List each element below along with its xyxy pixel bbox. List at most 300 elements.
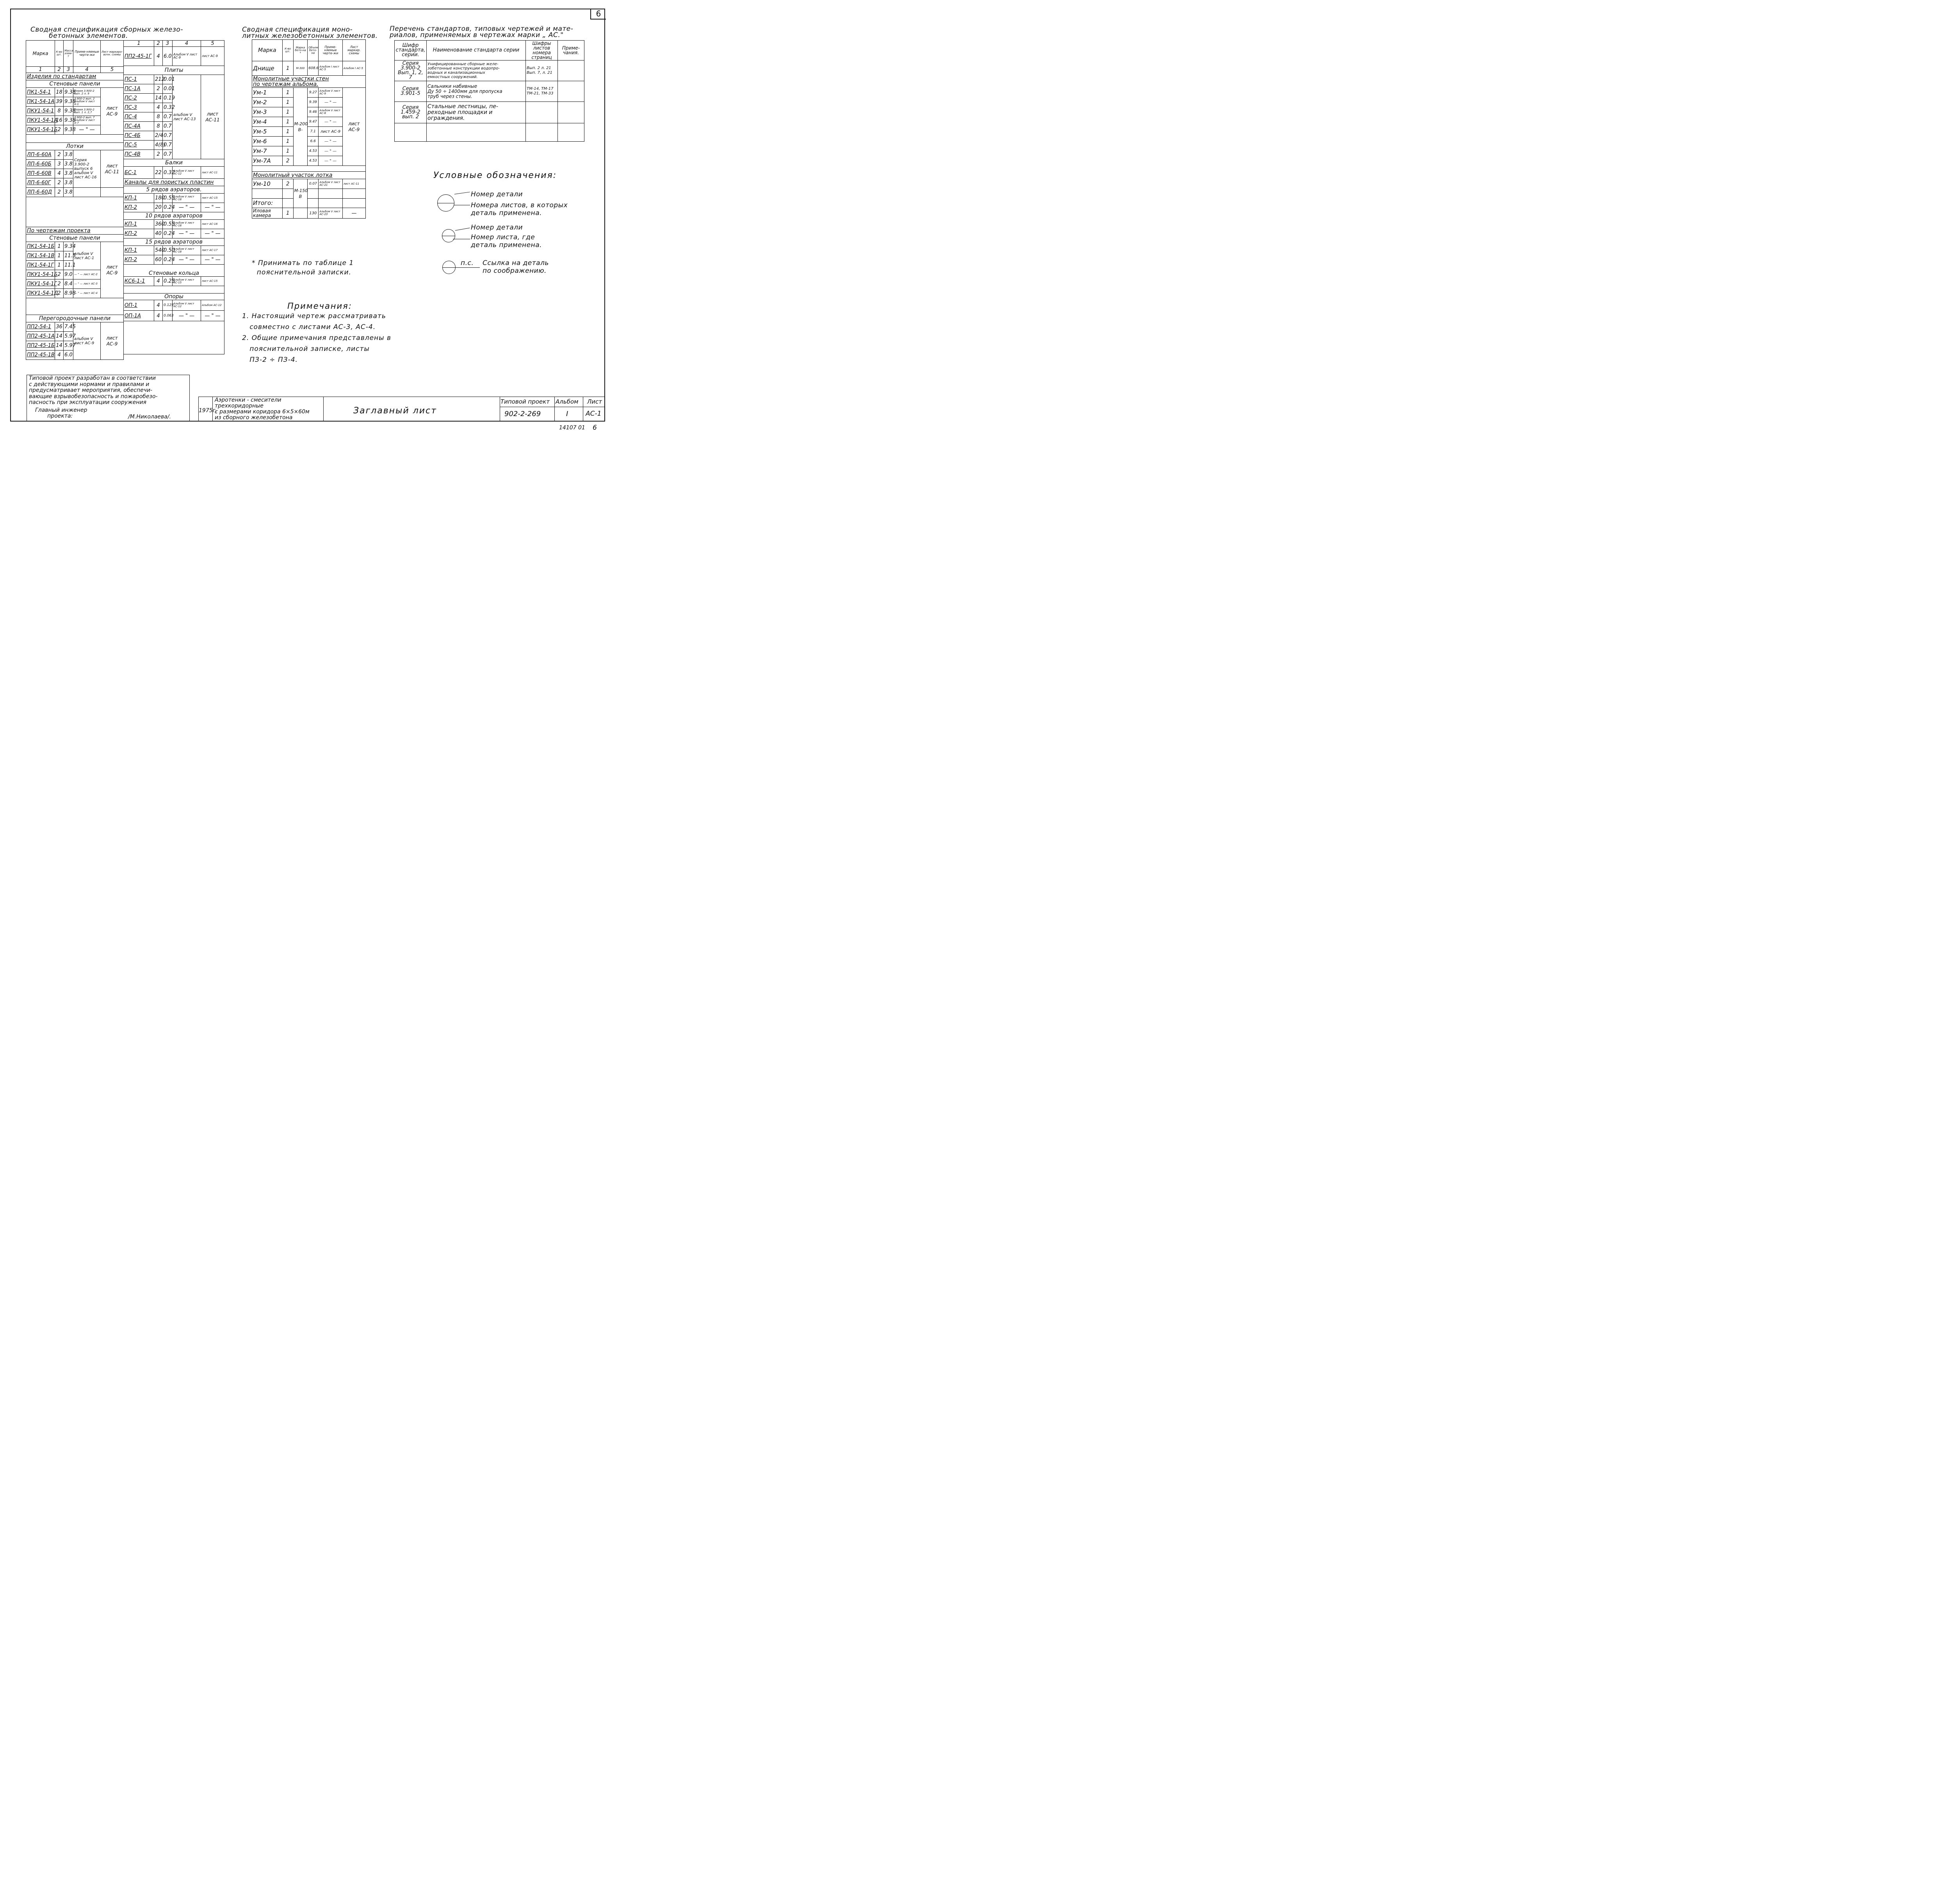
mass-cell: 0.063 bbox=[163, 311, 173, 321]
drawing-cell: Альбом V лист АС-18 bbox=[173, 220, 201, 229]
notes-text: 1. Настоящий чертеж рассматривать совместно с листами АС-3, АС-4. 2. Общие примечания представлены в пояснительной записке, листы ПЗ-2 ÷ ПЗ-4. bbox=[242, 312, 391, 364]
mass-cell: 0.19 bbox=[163, 94, 173, 103]
mark-cell: Ум-5 bbox=[252, 127, 283, 137]
album-label: Альбом bbox=[556, 398, 579, 405]
mass-cell: 0.25 bbox=[163, 277, 173, 286]
blank-row bbox=[26, 135, 124, 143]
table-row bbox=[124, 47, 224, 66]
section-heading: 5 рядов аэраторов. bbox=[124, 186, 224, 194]
qty-cell: 4 bbox=[154, 103, 163, 112]
drawing-cell: — " — bbox=[173, 203, 201, 212]
drawing-cell: — " — bbox=[319, 156, 342, 166]
col-number: 4 bbox=[173, 41, 201, 47]
qty-cell: 1 bbox=[282, 88, 293, 98]
sheet-cell: лист АС-9 bbox=[342, 88, 365, 166]
mark-cell: ПС-5 bbox=[124, 141, 154, 150]
monolith-spec-table bbox=[252, 39, 366, 219]
table-row bbox=[395, 81, 584, 102]
mass-cell: 9.38 bbox=[64, 88, 73, 97]
qty-cell: 2 bbox=[55, 150, 64, 160]
col-number: 1 bbox=[26, 67, 55, 73]
col-number: 4 bbox=[73, 67, 101, 73]
qty-cell: 8 bbox=[55, 107, 64, 116]
drawing-cell: — " — bbox=[319, 137, 342, 146]
mark-cell: ЛП-6-60Г bbox=[26, 178, 55, 188]
col-header: Приме-няемые черте-жи bbox=[73, 41, 101, 67]
table-row bbox=[395, 61, 584, 81]
sheet-cell: — bbox=[342, 208, 365, 219]
sheet-cell: — " — bbox=[201, 203, 224, 212]
section-heading: Стеновые панели bbox=[26, 235, 124, 242]
drawing-cell: — " — bbox=[73, 125, 101, 135]
sheet-cell: лист АС-9 bbox=[101, 242, 124, 298]
mass-cell: 9.38 bbox=[64, 125, 73, 135]
mass-cell: 6.0 bbox=[64, 351, 73, 360]
sheet-cell: лист АС-9 bbox=[201, 47, 224, 66]
qty-cell: 39 bbox=[55, 97, 64, 107]
mark-cell: ПС-4 bbox=[124, 112, 154, 122]
mark-cell: Иловая камера bbox=[252, 208, 283, 219]
drawing-cell: альбом V лист АС-1 bbox=[73, 242, 101, 270]
mark-cell: ПС-4В bbox=[124, 150, 154, 159]
drawing-cell: Серия 3.900-2 вып. 2 л. 9 bbox=[73, 88, 101, 97]
mark-cell: Днище bbox=[252, 61, 283, 76]
monolith-footnote: * Принимать по таблице 1 пояснительной записки. bbox=[252, 259, 354, 276]
table-row bbox=[124, 300, 224, 311]
drawing-cell: Альбом V лист АС-18 bbox=[173, 194, 201, 203]
table-row bbox=[395, 102, 584, 123]
mass-cell: 9.38 bbox=[64, 116, 73, 125]
table-row bbox=[124, 167, 224, 179]
qty-cell: 1 bbox=[55, 261, 64, 270]
mark-cell: КП-1 bbox=[124, 220, 154, 229]
sheet-cell: лист АС-15 bbox=[201, 194, 224, 203]
section-heading: 10 рядов аэраторов bbox=[124, 212, 224, 220]
monolith-spec-title: Сводная спецификация моно- литных железобетонных элементов. bbox=[242, 26, 378, 40]
section-heading: Лотки bbox=[26, 143, 124, 150]
qty-cell: 1 bbox=[282, 98, 293, 107]
mark-cell: ПКУ1-54-1Б bbox=[26, 270, 55, 279]
mark-cell: ОП-1 bbox=[124, 300, 154, 311]
volume-cell: 9.47 bbox=[308, 117, 319, 127]
concrete-cell: М-150 В bbox=[293, 179, 308, 208]
col-number: 5 bbox=[201, 41, 224, 47]
mass-cell: 0.125 bbox=[163, 300, 173, 311]
volume-cell: 7.1 bbox=[308, 127, 319, 137]
engineer-name: /М.Николаева/. bbox=[128, 414, 171, 420]
album-number: I bbox=[566, 410, 568, 418]
mass-cell: 11.1 bbox=[64, 261, 73, 270]
drawing-cell: 3.900-2 вып. 7 альбом V лист А-7 bbox=[73, 116, 101, 125]
mark-cell: ОП-1А bbox=[124, 311, 154, 321]
qty-cell: 2/4 bbox=[154, 131, 163, 141]
mass-cell: 9.34 bbox=[64, 242, 73, 251]
mark-cell: Ум-3 bbox=[252, 107, 283, 117]
drawing-cell: лист АС-9 bbox=[319, 127, 342, 137]
mark-cell: Ум-4 bbox=[252, 117, 283, 127]
mass-cell: 0.01 bbox=[163, 84, 173, 94]
project-number: 902-2-269 bbox=[504, 410, 541, 418]
standards-table bbox=[394, 40, 584, 142]
sheet-title: Заглавный лист bbox=[353, 406, 437, 416]
qty-cell: 2 bbox=[154, 84, 163, 94]
sheet-cell: лист АС-11 bbox=[201, 167, 224, 179]
qty-cell: 2 bbox=[55, 188, 64, 197]
col-header: Приме-чания. bbox=[558, 41, 584, 61]
drawing-cell: Альбом V лист АС-12 bbox=[173, 167, 201, 179]
mark-cell: ЛП-6-60А bbox=[26, 150, 55, 160]
mass-cell: 0.7 bbox=[163, 150, 173, 159]
mark-cell: Ум-7 bbox=[252, 146, 283, 156]
drawing-cell: — " — bbox=[319, 117, 342, 127]
table-row bbox=[124, 246, 224, 255]
mass-cell: 8.98 bbox=[64, 289, 73, 298]
sheet-cell: лист АС-15 bbox=[201, 277, 224, 286]
col-number: 2 bbox=[55, 67, 64, 73]
qty-cell: 8 bbox=[154, 112, 163, 122]
sheet-cell: лист АС-11 bbox=[201, 75, 224, 159]
concrete-cell: М-300 bbox=[293, 61, 308, 76]
sheet-label: Лист bbox=[587, 398, 602, 405]
compliance-text: Типовой проект разработан в соответствии с действующими нормами и правилами и предусматривает мероприятия, обеспечи- вающие взрывобезопасность и пожаробезо- пасность при эксплуатации сооружения bbox=[29, 375, 158, 406]
table-row bbox=[26, 88, 124, 97]
mark-cell: Ум-1 bbox=[252, 88, 283, 98]
footer-code: 14107 01 bbox=[559, 425, 585, 431]
mark-cell: ПП2-45-1А bbox=[26, 332, 55, 341]
mass-cell: 9.0 bbox=[64, 270, 73, 279]
mark-cell: ПС-2 bbox=[124, 94, 154, 103]
section-heading: Балки bbox=[124, 159, 224, 167]
qty-cell: 4 bbox=[154, 277, 163, 286]
mark-cell: ПП2-45-1Г bbox=[124, 47, 154, 66]
qty-cell: 14 bbox=[154, 94, 163, 103]
standard-sheets: Вып. 2 л. 21 Вып. 7, л. 21 bbox=[526, 61, 558, 81]
mass-cell: 3.8 bbox=[64, 178, 73, 188]
legend-sheet-number: Номер листа, где деталь применена. bbox=[471, 233, 542, 249]
mark-cell: Ум-7А bbox=[252, 156, 283, 166]
section-heading: 15 рядов аэраторов bbox=[124, 238, 224, 246]
drawing-cell: Серия 3.900-2 вып. 1 л. 2,7 bbox=[73, 107, 101, 116]
sheet-cell: лист АС-17 bbox=[201, 246, 224, 255]
volume-cell: 608.6 bbox=[308, 61, 319, 76]
mark-cell: КП-1 bbox=[124, 246, 154, 255]
drawing-cell: Альбом V лист АС-12 bbox=[173, 300, 201, 311]
qty-cell: 2 bbox=[154, 150, 163, 159]
standard-code: Серия 3.900-2 Вып. 1, 2, 7 bbox=[395, 61, 427, 81]
mark-cell: БС-1 bbox=[124, 167, 154, 179]
mark-cell: ПК1-54-1В bbox=[26, 251, 55, 261]
qty-cell: 1 bbox=[55, 242, 64, 251]
volume-cell: 130 bbox=[308, 208, 319, 219]
precast-spec-table-left bbox=[26, 40, 124, 360]
mark-cell: ПКУ1-54-1Б bbox=[26, 125, 55, 135]
mark-cell: Ум-6 bbox=[252, 137, 283, 146]
table-row bbox=[252, 199, 366, 208]
col-header: К-во шт. bbox=[55, 41, 64, 67]
mass-cell: 9.38 bbox=[64, 97, 73, 107]
section-heading: Стеновые панели bbox=[26, 80, 124, 88]
col-header: Наименование стандарта серии bbox=[427, 41, 526, 61]
col-header: Шифр стандарта, серии. bbox=[395, 41, 427, 61]
standard-notes bbox=[558, 102, 584, 123]
volume-cell: 4.53 bbox=[308, 156, 319, 166]
drawing-cell: — " — bbox=[319, 98, 342, 107]
table-row bbox=[124, 311, 224, 321]
table-row bbox=[26, 322, 124, 332]
drawing-cell: Альбом V лист АС-15 bbox=[173, 277, 201, 286]
qty-cell: 2 bbox=[55, 178, 64, 188]
sheet-cell: лист АС-11 bbox=[342, 179, 365, 189]
table-row bbox=[124, 277, 224, 286]
mark-cell: ПС-3 bbox=[124, 103, 154, 112]
drawing-cell: Альбом V лист АС-9 bbox=[319, 88, 342, 98]
section-heading: Изделия по стандартам bbox=[26, 73, 124, 80]
col-header: Масса элем-т bbox=[64, 41, 73, 67]
mark-cell: ПС-1 bbox=[124, 75, 154, 84]
blank-row bbox=[252, 166, 366, 172]
mark-cell: ПК1-54-1А bbox=[26, 97, 55, 107]
table-row bbox=[26, 188, 124, 197]
col-header: Марка bbox=[252, 40, 283, 61]
section-heading: Монолитные участки стен по чертежам альбома. bbox=[252, 76, 366, 88]
table-row bbox=[124, 203, 224, 212]
qty-cell: 4 bbox=[154, 300, 163, 311]
mass-cell: 0.01 bbox=[163, 75, 173, 84]
table-row bbox=[26, 242, 124, 251]
qty-cell: 20 bbox=[154, 203, 163, 212]
legend-sheet-numbers: Номера листов, в которых деталь применена. bbox=[471, 201, 568, 217]
col-number: 3 bbox=[64, 67, 73, 73]
drawing-cell: — " — bbox=[319, 146, 342, 156]
mark-cell: ПКУ1-54-1А bbox=[26, 116, 55, 125]
mass-cell: 7.45 bbox=[64, 322, 73, 332]
section-heading: Опоры bbox=[124, 294, 224, 300]
volume-cell: 4.53 bbox=[308, 146, 319, 156]
qty-cell: 40 bbox=[154, 229, 163, 238]
mass-cell: 0.32 bbox=[163, 167, 173, 179]
qty-cell: 22 bbox=[154, 167, 163, 179]
reference-code: п.с. bbox=[461, 259, 474, 267]
mark-cell: ПКУ1-54-1 bbox=[26, 107, 55, 116]
mark-cell: Ум-2 bbox=[252, 98, 283, 107]
drawing-cell: — " — лист АС-2 bbox=[73, 270, 101, 279]
qty-cell: 2 bbox=[55, 279, 64, 289]
precast-spec-title: Сводная спецификация сборных железо- бетонных элементов. bbox=[30, 26, 183, 40]
qty-cell: 4 bbox=[154, 311, 163, 321]
volume-cell: 9.27 bbox=[308, 88, 319, 98]
table-row bbox=[124, 194, 224, 203]
mark-cell: КП-1 bbox=[124, 194, 154, 203]
section-heading: Монолитный участок лотка bbox=[252, 172, 366, 179]
mass-cell: 6.0 bbox=[163, 47, 173, 66]
standard-sheets: ТМ-14, ТМ-17 ТМ-21, ТМ-33 bbox=[526, 81, 558, 102]
qty-cell: 3 bbox=[55, 160, 64, 169]
mass-cell: 0.7 bbox=[163, 131, 173, 141]
qty-cell: 4 bbox=[55, 351, 64, 360]
sheet-cell: — " — bbox=[201, 311, 224, 321]
col-number: 5 bbox=[101, 67, 124, 73]
mass-cell: 0.55 bbox=[163, 220, 173, 229]
sheet-cell: лист АС-9 bbox=[101, 322, 124, 360]
qty-cell: 2 bbox=[55, 125, 64, 135]
mark-cell: ПП2-54-1 bbox=[26, 322, 55, 332]
sheet-cell: лист АС-9 bbox=[101, 88, 124, 135]
mark-cell: ПК1-54-1Г bbox=[26, 261, 55, 270]
project-label: Типовой проект bbox=[500, 398, 550, 405]
qty-cell: 1 bbox=[282, 117, 293, 127]
section-heading: По чертежам проекта bbox=[26, 227, 124, 235]
volume-cell: 9.46 bbox=[308, 107, 319, 117]
precast-spec-table-right bbox=[123, 40, 224, 354]
mark-cell: ПП2-45-1Б bbox=[26, 341, 55, 351]
divider bbox=[554, 397, 555, 422]
mass-cell: 3.8 bbox=[64, 188, 73, 197]
table-row bbox=[124, 220, 224, 229]
qty-cell: 1 bbox=[282, 107, 293, 117]
standard-code: Серия 1.459-2 вып. 2 bbox=[395, 102, 427, 123]
section-heading: Перегородочные панели bbox=[26, 315, 124, 322]
qty-cell: 1 bbox=[282, 146, 293, 156]
mark-cell: ЛП-6-60Д bbox=[26, 188, 55, 197]
sheet-cell: — " — bbox=[201, 229, 224, 238]
blank-row bbox=[26, 298, 124, 315]
drawing-cell: — " — лист АС-4 bbox=[73, 289, 101, 298]
callout-divider bbox=[442, 267, 480, 268]
legend-detail-number: Номер детали bbox=[471, 224, 523, 231]
qty-cell: 2 bbox=[282, 156, 293, 166]
qty-cell: 60 bbox=[154, 255, 163, 265]
sheet-cell: лист АС-11 bbox=[101, 150, 124, 188]
drawing-cell: — " — bbox=[173, 255, 201, 265]
drawing-cell: Альбом V лист АС-18 bbox=[173, 246, 201, 255]
col-header: Марка bbox=[26, 41, 55, 67]
standard-name: Унифицированные сборные желе- зобетонные конструкции водопро- водных и канализационных емкостных сооружений. bbox=[427, 61, 526, 81]
col-header: Шифры листов номера страниц bbox=[526, 41, 558, 61]
mass-cell: 0.50 bbox=[163, 246, 173, 255]
col-number: 1 bbox=[124, 41, 154, 47]
col-header: Объем бето-на bbox=[308, 40, 319, 61]
sheet-cell: Альбом АС-12 bbox=[201, 300, 224, 311]
blank-row bbox=[124, 286, 224, 294]
mark-cell: ПП2-45-1В bbox=[26, 351, 55, 360]
drawing-cell: альбом V лист АС-9 bbox=[73, 322, 101, 360]
standard-name: Сальники набивные Ду 50 ÷ 1400мм для пропуска труб через стены. bbox=[427, 81, 526, 102]
drawing-cell: Альбом V лист АС-23 bbox=[319, 208, 342, 219]
blank-row bbox=[26, 197, 124, 227]
divider bbox=[323, 397, 324, 422]
mass-cell: 9.38 bbox=[64, 107, 73, 116]
standard-notes bbox=[558, 61, 584, 81]
table-row bbox=[252, 61, 366, 76]
mark-cell: ПКУ1-54-1Г bbox=[26, 279, 55, 289]
drawing-cell: Альбом V лист АС-8 bbox=[319, 107, 342, 117]
year: 1975г. bbox=[199, 407, 217, 414]
qty-cell: 1 bbox=[55, 251, 64, 261]
page-number: 6 bbox=[590, 9, 606, 20]
section-heading: Каналы для пористых пластин bbox=[124, 179, 224, 186]
standard-sheets bbox=[526, 102, 558, 123]
qty-cell: 360 bbox=[154, 220, 163, 229]
col-header: К-во шт. bbox=[282, 40, 293, 61]
col-header: Приме-няемые черте-жи bbox=[319, 40, 342, 61]
section-heading: Плиты bbox=[124, 66, 224, 75]
mark-cell: КП-2 bbox=[124, 255, 154, 265]
qty-cell: 36 bbox=[55, 322, 64, 332]
drawing-cell: — " — bbox=[173, 229, 201, 238]
mass-cell: 5.97 bbox=[64, 341, 73, 351]
notes-title: Примечания: bbox=[287, 301, 352, 311]
mass-cell: 0.24 bbox=[163, 255, 173, 265]
mass-cell: 8.4 bbox=[64, 279, 73, 289]
section-heading: Стеновые кольца bbox=[124, 265, 224, 277]
col-header: Лист маркир. схемы bbox=[342, 40, 365, 61]
drawing-cell: альбом V лист АС-13 bbox=[173, 75, 201, 159]
col-number: 3 bbox=[163, 41, 173, 47]
qty-cell: 212 bbox=[154, 75, 163, 84]
table-row bbox=[252, 179, 366, 189]
sheet-cell: лист АС-16 bbox=[201, 220, 224, 229]
mark-cell: КС6-1-1 bbox=[124, 277, 154, 286]
sheet-cell: — " — bbox=[201, 255, 224, 265]
qty-cell: 540 bbox=[154, 246, 163, 255]
qty-cell: 18 bbox=[55, 88, 64, 97]
mass-cell: 0.24 bbox=[163, 203, 173, 212]
qty-cell: 14 bbox=[55, 341, 64, 351]
sheet-number: АС-1 bbox=[586, 410, 602, 418]
table-row bbox=[26, 150, 124, 160]
mass-cell: 0.7 bbox=[163, 112, 173, 122]
volume-cell: 6.6 bbox=[308, 137, 319, 146]
volume-cell: 9.39 bbox=[308, 98, 319, 107]
mass-cell: 11.5 bbox=[64, 251, 73, 261]
legend-detail-number: Номер детали bbox=[471, 190, 523, 198]
mark-cell: ПС-4А bbox=[124, 122, 154, 131]
mark-cell: ПК1-54-1 bbox=[26, 88, 55, 97]
blank-row bbox=[124, 321, 224, 354]
qty-cell: 4(8) bbox=[154, 141, 163, 150]
mark-cell: Ум-10 bbox=[252, 179, 283, 189]
drawing-cell: Альбом I лист АС-5 bbox=[319, 61, 342, 76]
mark-cell: КП-2 bbox=[124, 229, 154, 238]
drawing-cell: — " — лист АС-3 bbox=[73, 279, 101, 289]
qty-cell: 4 bbox=[55, 169, 64, 178]
mark-cell: ПС-1А bbox=[124, 84, 154, 94]
mass-cell: 3.8 bbox=[64, 160, 73, 169]
qty-cell: 2 bbox=[55, 289, 64, 298]
table-row bbox=[252, 208, 366, 219]
mass-cell: 0.7 bbox=[163, 122, 173, 131]
qty-cell: 16 bbox=[55, 116, 64, 125]
drawing-cell: Серия 3.900-2 выпуск 6 альбом V лист АС-16 bbox=[73, 150, 101, 188]
mark-cell: ЛП-6-60В bbox=[26, 169, 55, 178]
mass-cell: 0.7 bbox=[163, 141, 173, 150]
object-name: Аэротенки - смесители трехкоридорные с размерами коридора 6×5×60м из сборного железобетона bbox=[215, 397, 310, 421]
volume-cell: 0.07 bbox=[308, 179, 319, 189]
mass-cell: 0.24 bbox=[163, 229, 173, 238]
qty-cell: 2 bbox=[282, 179, 293, 189]
sheet-cell: Альбом I АС-5 bbox=[342, 61, 365, 76]
total-label: Итого: bbox=[252, 199, 283, 208]
qty-cell: 2 bbox=[55, 270, 64, 279]
col-header: Марка бето-на * bbox=[293, 40, 308, 61]
standards-title: Перечень стандартов, типовых чертежей и мате- риалов, применяемых в чертежах марки „ АС." bbox=[390, 25, 573, 39]
mass-cell: 0.32 bbox=[163, 103, 173, 112]
concrete-cell: М-200 В- bbox=[293, 88, 308, 166]
footer-page: 6 bbox=[593, 424, 597, 432]
drawing-cell: Альбом V лист АС-9 bbox=[173, 47, 201, 66]
col-header: Лист маркиро-вочн. схемы bbox=[101, 41, 124, 67]
mass-cell: 0.55 bbox=[163, 194, 173, 203]
